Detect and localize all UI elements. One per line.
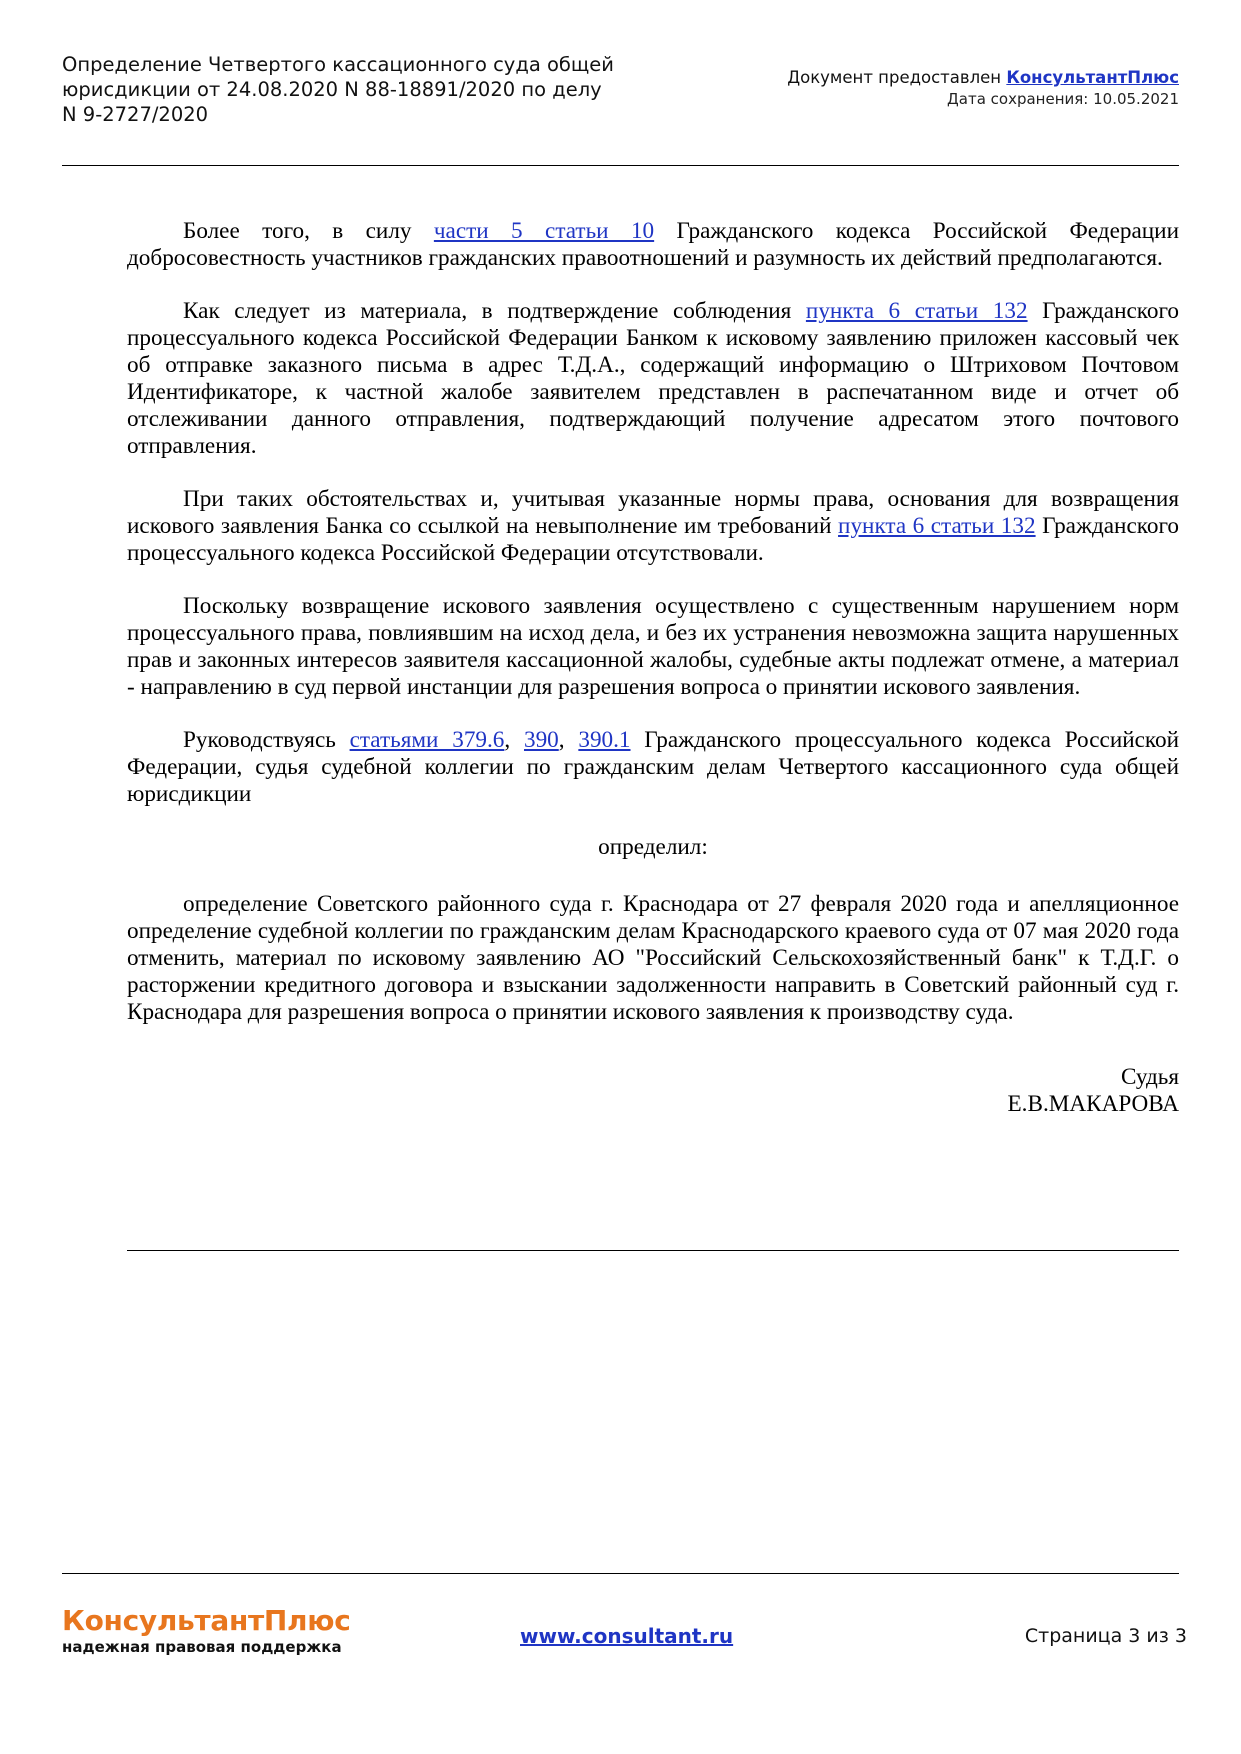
paragraph-ruling: определение Советского районного суда г. Краснодара от 27 февраля 2020 года и апелляционное определение судебной коллегии по гражданским делам Краснодарского краевого суда от 07 мая 2020 года отменить, материал по исковому заявлению АО "Российский Сельскохозяйственный банк" к Т.Д.Г. о расторжении кредитного договора и взыскании задолженности направить в Советский районный суд г. Краснодара для разрешения вопроса о принятии искового заявления к производству суда.: [127, 891, 1179, 1025]
link-article-390-1[interactable]: 390.1: [578, 727, 631, 753]
paragraph-evidence: Как следует из материала, в подтверждение соблюдения пункта 6 статьи 132 Гражданского процессуального кодекса Российской Федерации Банком к исковому заявлению приложен кассовый чек об отправке заказного письма в адрес Т.Д.А., содержащий информацию о Штриховом Почтовом Идентификаторе, к частной жалобе заявителем представлен в распечатанном виде и отчет об отслеживании данного отправления, подтверждающий получение адресатом этого почтового отправления.: [127, 298, 1179, 459]
signature-role: Судья: [1120, 1064, 1179, 1090]
footer-divider: [62, 1573, 1179, 1574]
link-article-390[interactable]: 390: [523, 727, 559, 753]
body-end-divider: [127, 1250, 1179, 1251]
link-article-10[interactable]: части 5 статьи 10: [433, 218, 655, 244]
website-link[interactable]: www.consultant.ru: [520, 1624, 734, 1648]
paragraph-good-faith: Более того, в силу части 5 статьи 10 Гражданского кодекса Российской Федерации добросовестность участников гражданских правоотношений и разумность их действий предполагаются.: [127, 218, 1179, 271]
link-article-379-6[interactable]: статьями 379.6: [349, 727, 505, 753]
paragraph-circumstances: При таких обстоятельствах и, учитывая указанные нормы права, основания для возвращения искового заявления Банка со ссылкой на невыполнение им требований пункта 6 статьи 132 Гражданского процессуального кодекса Российской Федерации отсутствовали.: [127, 486, 1179, 566]
signature-block: [127, 1064, 1179, 1118]
document-title: Определение Четвертого кассационного суда общей юрисдикции от 24.08.2020 N 88-18891/2020 по делу N 9-2727/2020: [62, 53, 614, 126]
consultant-logo: [62, 1605, 351, 1657]
logo-tagline: надежная правовая поддержка: [62, 1638, 342, 1656]
page-number: Страница 3 из 3: [1024, 1625, 1187, 1647]
paragraph-violation: Поскольку возвращение искового заявления осуществлено с существенным нарушением норм процессуального права, повлиявшим на исход дела, и без их устранения невозможна защита нарушенных прав и законных интересов заявителя кассационной жалобы, судебные акты подлежат отмене, а материал - направлению в суд первой инстанции для разрешения вопроса о принятии искового заявления.: [127, 593, 1179, 700]
consultant-link[interactable]: КонсультантПлюс: [1006, 68, 1179, 87]
signature-name: Е.В.МАКАРОВА: [1007, 1091, 1179, 1117]
save-date: Дата сохранения: 10.05.2021: [947, 90, 1179, 108]
ruling-heading: определил:: [598, 834, 708, 860]
paragraph-guided-by: Руководствуясь статьями 379.6, 390, 390.1 Гражданского процессуального кодекса Российской Федерации, судья судебной коллегии по гражданским делам Четвертого кассационного суда общей юрисдикции: [127, 727, 1180, 807]
logo-name: КонсультантПлюс: [62, 1604, 351, 1637]
document-body: [127, 218, 1179, 1118]
provider-info: [787, 67, 1179, 109]
provided-label: Документ предоставлен: [787, 68, 1007, 87]
link-article-132-2[interactable]: пункта 6 статьи 132: [838, 513, 1036, 539]
header-divider: [62, 165, 1179, 166]
link-article-132[interactable]: пункта 6 статьи 132: [805, 298, 1028, 324]
